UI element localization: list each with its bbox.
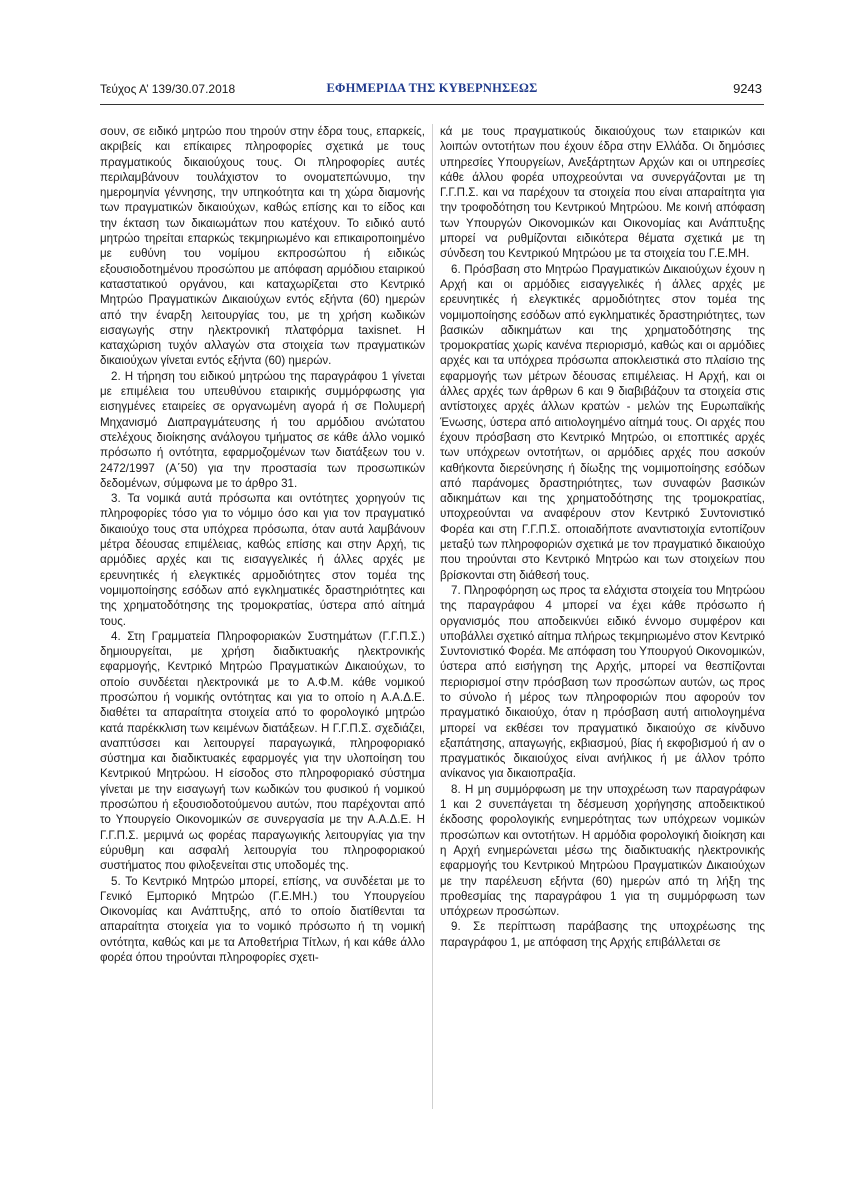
journal-title: ΕΦΗΜΕΡΙΔΑ ΤΗΣ ΚΥΒΕΡΝΗΣΕΩΣ — [326, 81, 538, 95]
paragraph-4: 4. Στη Γραμματεία Πληροφοριακών Συστημάτων (Γ.Γ.Π.Σ.) δημιουργείται, με χρήση διαδικτυακής ηλεκτρονικής εφαρμογής, Κεντρικό Μητρώο Πραγματικών Δικαιούχων, το οποίο συνδέεται ηλεκτρονικά με το Α.Φ.Μ. κάθε νομικού προσώπου ή νομικής οντότητας και για το οποίο η Α.Α.Δ.Ε. διαθέτει τα απαραίτητα στοιχεία από το φορολογικό μητρώο κατά παρέκκλιση των κειμένων διατάξεων. Η Γ.Γ.Π.Σ. σχεδιάζει, αναπτύσσει και λειτουργεί παραγωγικά, πληροφοριακό σύστημα και διαδικτυακές εφαρμογές για την υλοποίηση του Κεντρικού Μητρώου. Η είσοδος στο πληροφοριακό σύστημα γίνεται με την εισαγωγή των κωδικών του φυσικού ή νομικού προσώπου ή εξουσιοδοτούμενου αυτών, που παρέχονται από το Υπουργείο Οικονομικών σε συνεργασία με την Α.Α.Δ.Ε. Η Γ.Γ.Π.Σ. μεριμνά ως φορέας παραγωγικής λειτουργίας για την εύρυθμη και ασφαλή λειτουργία του πληροφοριακού συστήματος που φιλοξενείται στις υποδομές της. — [100, 629, 425, 873]
left-column — [100, 124, 425, 965]
page-number: 9243 — [733, 81, 762, 96]
paragraph-6: 6. Πρόσβαση στο Μητρώο Πραγματικών Δικαιούχων έχουν η Αρχή και οι αρμόδιες εισαγγελικές ή άλλες αρχές με ερευνητικές ή ελεγκτικές αρμοδιότητες στον τομέα της νομιμοποίησης εσόδων από εγκληματικές δραστηριότητες, των βασικών αδικημάτων και της χρηματοδότησης της τρομοκρατίας χωρίς κανένα περιορισμό, καθώς και οι αρμόδιες αρχές και τα υπόχρεα πρόσωπα αποκλειστικά στο πλαίσιο της εφαρμογής των μέτρων δέουσας επιμέλειας. Η Αρχή, και οι άλλες αρχές των άρθρων 6 και 9 διαβιβάζουν τα στοιχεία στις αντίστοιχες αρχές άλλων κρατών - μελών της Ευρωπαϊκής Ένωσης, ύστερα από αιτιολογημένο αίτημά τους. Οι αρχές που έχουν πρόσβαση στο Κεντρικό Μητρώο, οι εποπτικές αρχές των υπόχρεων οντοτήτων, οι αρμόδιες αρχές που ασκούν καθήκοντα διερεύνησης ή δίωξης της νομιμοποίησης εσόδων από παράνομες δραστηριότητες, των συναφών βασικών αδικημάτων και της χρηματοδότησης της τρομοκρατίας, υποχρεούνται να αναφέρουν στον Κεντρικό Συντονιστικό Φορέα και στη Γ.Γ.Π.Σ. οποιαδήποτε αναντιστοιχία εντοπίζουν μεταξύ των πληροφοριών σχετικά με τον πραγματικό δικαιούχο που τηρούνται στο Κεντρικό Μητρώο και των στοιχείων που βρίσκονται στη διάθεσή τους. — [440, 262, 765, 582]
paragraph-8: 8. Η μη συμμόρφωση με την υποχρέωση των παραγράφων 1 και 2 συνεπάγεται τη δέσμευση χορήγησης αποδεικτικού έκδοσης φορολογικής ενημερότητας των υπόχρεων νομικών προσώπων και οντοτήτων. Η αρμόδια φορολογική διοίκηση και η Αρχή ενημερώνεται μέσω της διαδικτυακής ηλεκτρονικής εφαρμογής του Κεντρικού Μητρώου Πραγματικών Δικαιούχων με την παρέλευση εξήντα (60) ημερών από τη λήξη της προθεσμίας της παραγράφου 1 για τη συμμόρφωση των υπόχρεων προσώπων. — [440, 782, 765, 919]
paragraph-5-continued: κά με τους πραγματικούς δικαιούχους των εταιρικών και λοιπών οντοτήτων που έχουν έδρα στην Ελλάδα. Οι δημόσιες υπηρεσίες Υπουργείων, Ανεξάρτητων Αρχών και οι υπηρεσίες κάθε άλλου φορέα υποχρεούνται να συνεργάζονται με τη Γ.Γ.Π.Σ. και να παρέχουν τα στοιχεία που είναι απαραίτητα για την τροφοδότηση του Κεντρικού Μητρώου. Με κοινή απόφαση των Υπουργών Οικονομικών και Οικονομίας και Ανάπτυξης μπορεί να ρυθμίζονται ειδικότερα θέματα σχετικά με τη σύνδεση του Κεντρικού Μητρώου με τα στοιχεία του Γ.Ε.ΜΗ. — [440, 125, 765, 261]
paragraph-1-continued: σουν, σε ειδικό μητρώο που τηρούν στην έδρα τους, επαρκείς, ακριβείς και επίκαιρες πληροφορίες σχετικά με τους πραγματικούς δικαιούχους τους. Οι πληροφορίες αυτές περιλαμβάνουν τουλάχιστον το ονοματεπώνυμο, την ημερομηνία γέννησης, την υπηκοότητα και τη χώρα διαμονής των πραγματικών δικαιούχων, καθώς επίσης και το είδος και την έκταση των δικαιωμάτων που κατέχουν. Το ειδικό αυτό μητρώο τηρείται επαρκώς τεκμηριωμένο και επικαιροποιημένο με ευθύνη του νομίμου εκπροσώπου ή ειδικώς εξουσιοδοτημένου προσώπου με απόφαση αρμόδιου εταιρικού καταστατικού οργάνου, και καταχωρίζεται στο Κεντρικό Μητρώο Πραγματικών Δικαιούχων εντός εξήντα (60) ημερών από την έναρξη λειτουργίας του, με τη χρήση κωδικών εισαγωγής στην ηλεκτρονική πλατφόρμα taxisnet. Η καταχώριση τυχόν αλλαγών στα στοιχεία των πραγματικών δικαιούχων γίνεται εντός εξήντα (60) ημερών. — [100, 125, 425, 368]
right-column — [440, 124, 765, 950]
paragraph-3: 3. Τα νομικά αυτά πρόσωπα και οντότητες χορηγούν τις πληροφορίες τόσο για το νόμιμο όσο και για τον πραγματικό δικαιούχο τους στα υπόχρεα πρόσωπα, όταν αυτά λαμβάνουν μέτρα δέουσας επιμέλειας, καθώς επίσης και στην Αρχή, τις αρμόδιες αρχές και τις εισαγγελικές ή άλλες αρχές με ερευνητικές ή ελεγκτικές αρμοδιότητες στον τομέα της νομιμοποίησης εσόδων από εγκληματικές δραστηριότητες και της χρηματοδότησης της τρομοκρατίας, ύστερα από αίτημά τους. — [100, 492, 425, 628]
paragraph-9: 9. Σε περίπτωση παράβασης της υποχρέωσης της παραγράφου 1, με απόφαση της Αρχής επιβάλλεται σε — [440, 920, 765, 949]
text-columns — [100, 124, 764, 1124]
issue-info: Τεύχος Α’ 139/30.07.2018 — [100, 82, 236, 96]
page-header — [100, 80, 764, 105]
paragraph-5: 5. Το Κεντρικό Μητρώο μπορεί, επίσης, να συνδέεται με το Γενικό Εμπορικό Μητρώο (Γ.Ε.ΜΗ.) του Υπουργείου Οικονομίας και Ανάπτυξης, από το οποίο διατίθενται τα απαραίτητα στοιχεία για το νομικό πρόσωπο ή τη νομική οντότητα, καθώς και με τα Αποθετήρια Τίτλων, ή και κάθε άλλο φορέα όπου τηρούνται πληροφορίες σχετι- — [100, 874, 425, 965]
paragraph-2: 2. Η τήρηση του ειδικού μητρώου της παραγράφου 1 γίνεται με επιμέλεια του υπευθύνου εταιρικής συμμόρφωσης για εισηγμένες εταιρείες σε οργανωμένη αγορά ή σε Πολυμερή Μηχανισμό Διαπραγμάτευσης ή του αρμόδιου ανώτατου στελέχους διοίκησης ανάλογου τμήματος σε κάθε άλλο νομικό πρόσωπο ή οντότητα, εφαρμοζομένων των διατάξεων του ν. 2472/1997 (Α΄50) για την προστασία των προσωπικών δεδομένων, σύμφωνα με το άρθρο 31. — [100, 369, 425, 490]
paragraph-7: 7. Πληροφόρηση ως προς τα ελάχιστα στοιχεία του Μητρώου της παραγράφου 4 μπορεί να έχει κάθε πρόσωπο ή οργανισμός που αποδεικνύει ειδικό έννομο συμφέρον και υποβάλλει σχετικό αίτημα πλήρως τεκμηριωμένο στον Κεντρικό Συντονιστικό Φορέα. Με απόφαση του Υπουργού Οικονομικών, ύστερα από εισήγηση της Αρχής, μπορεί να θεσπίζονται περιορισμοί στην πρόσβαση των προσώπων αυτών, ως προς το σύνολο ή μέρος των πληροφοριών που αφορούν τον πραγματικό δικαιούχο, όταν η πρόσβαση αυτή αιτιολογημένα μπορεί να εκθέσει τον πραγματικό δικαιούχο σε κίνδυνο εξαπάτησης, απαγωγής, εκβιασμού, βίας ή εκφοβισμού ή αν ο πραγματικός δικαιούχος είναι ανήλικος ή με άλλον τρόπο ανίκανος για δικαιοπραξία. — [440, 583, 765, 781]
